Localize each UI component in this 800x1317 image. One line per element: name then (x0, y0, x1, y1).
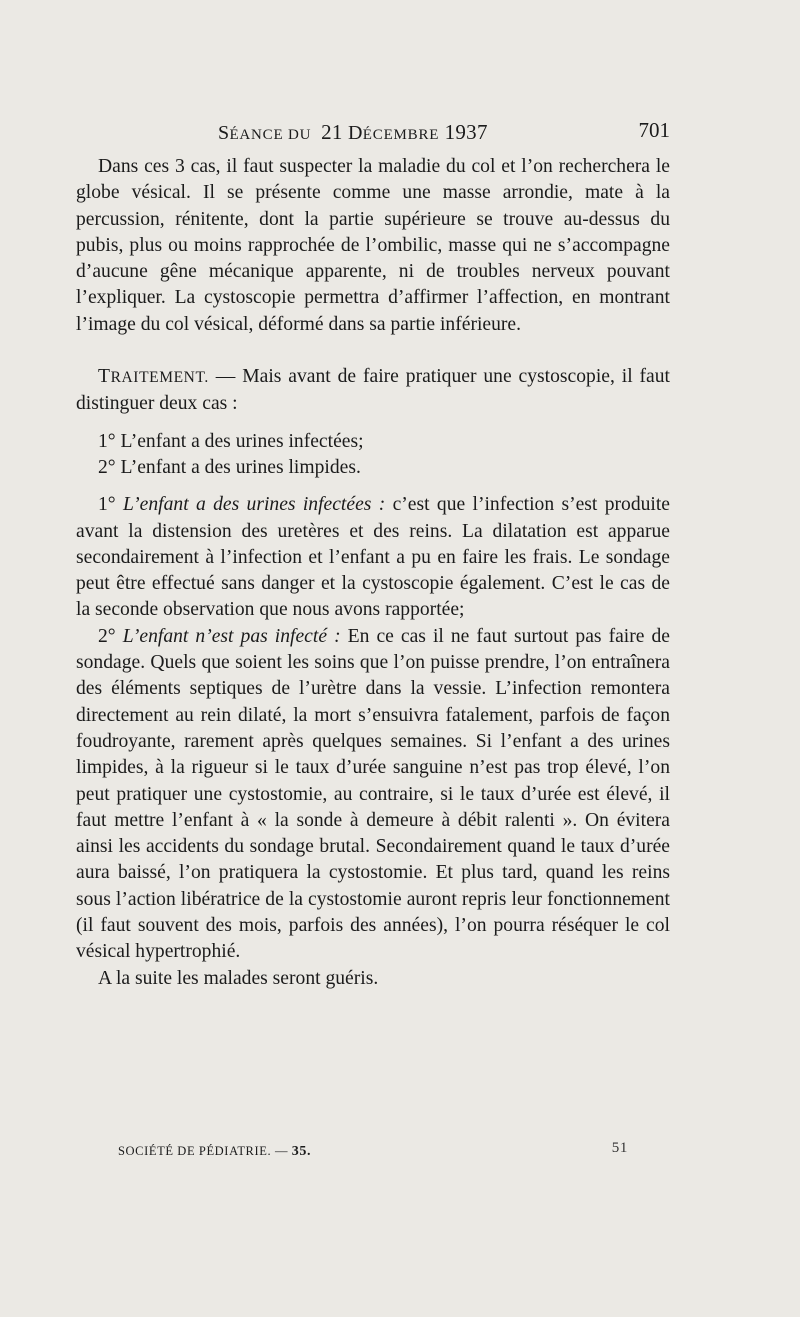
paragraph-diagnosis: Dans ces 3 cas, il faut suspecter la maladie du col et l’on recherchera le globe vésical. Il se présente comme une masse arrondie, mate à la percussion, rénitente, dont la partie supérieure se trouve au-dessus du pubis, plus ou moins rapprochée de l’ombilic, masse qui ne s’accompagne d’aucune gêne mécanique apparente, ni de troubles nerveux pouvant l’expliquer. La cystoscopie permettra d’affirmer l’affection, en montrant l’image du col vésical, déformé dans sa partie inférieure. (76, 156, 670, 335)
footer-society: SOCIÉTÉ DE PÉDIATRIE. — 35. (118, 1144, 312, 1159)
paragraph-conclusion: A la suite les malades seront guéris. (98, 967, 379, 989)
page-footer (118, 1140, 628, 1164)
case-label: L’enfant a des urines infectées : (122, 494, 386, 516)
body-text (76, 154, 670, 992)
list-item: 2° L’enfant a des urines limpides. (98, 456, 361, 478)
paragraph-case-not-infected: 2° L’enfant n’est pas infecté : En ce cas il ne faut surtout pas faire de sondage. Quels que soient les soins que l’on puisse prendre, l’on entraînera des éléments septiques de l’urètre dans la vessie. L’infection remontera directement au rein dilaté, la mort s’ensuivra fatalement, parfois de façon foudroyante, rarement après quelques semaines. Si l’enfant a des urines limpides, à la rigueur si le taux d’urée sanguine n’est pas trop élevé, l’on peut pratiquer une cystostomie, au contraire, si le taux d’urée est élevé, il faut mettre l’enfant à « la sonde à demeure à débit ralenti ». On évitera ainsi les accidents du sondage brutal. Secondairement quand le taux d’urée aura baissé, l’on pratiquera la cystostomie. Et plus tard, quand les reins sous l’action libératrice de la cystostomie auront repris leur fonctionnement (il faut souvent des mois, parfois des années), l’on pourra réséquer le col vésical hypertrophié. (76, 625, 671, 963)
paragraph-case-infected: 1° L’enfant a des urines infectées : c’est que l’infection s’est produite avant la distension des uretères et des reins. La dilatation est apparue secondairement à l’infection et l’enfant a pu en faire les frais. Le sondage peut être effectué sans danger et la cystoscopie également. C’est le cas de la seconde observation que nous avons rapportée; (76, 494, 670, 621)
section-heading: TRAITEMENT. (98, 366, 209, 388)
paragraph-traitement: TRAITEMENT. — Mais avant de faire pratiquer une cystoscopie, il faut distinguer deux cas : (76, 366, 670, 415)
page-number: 701 (638, 118, 670, 142)
running-head: SÉANCE DU 21 DÉCEMBRE 1937 (218, 120, 488, 144)
page-header (76, 118, 670, 148)
case-label: L’enfant n’est pas infecté : (122, 625, 341, 647)
signature-mark: 51 (611, 1140, 628, 1156)
list-item: 1° L’enfant a des urines infectées; (98, 430, 364, 452)
